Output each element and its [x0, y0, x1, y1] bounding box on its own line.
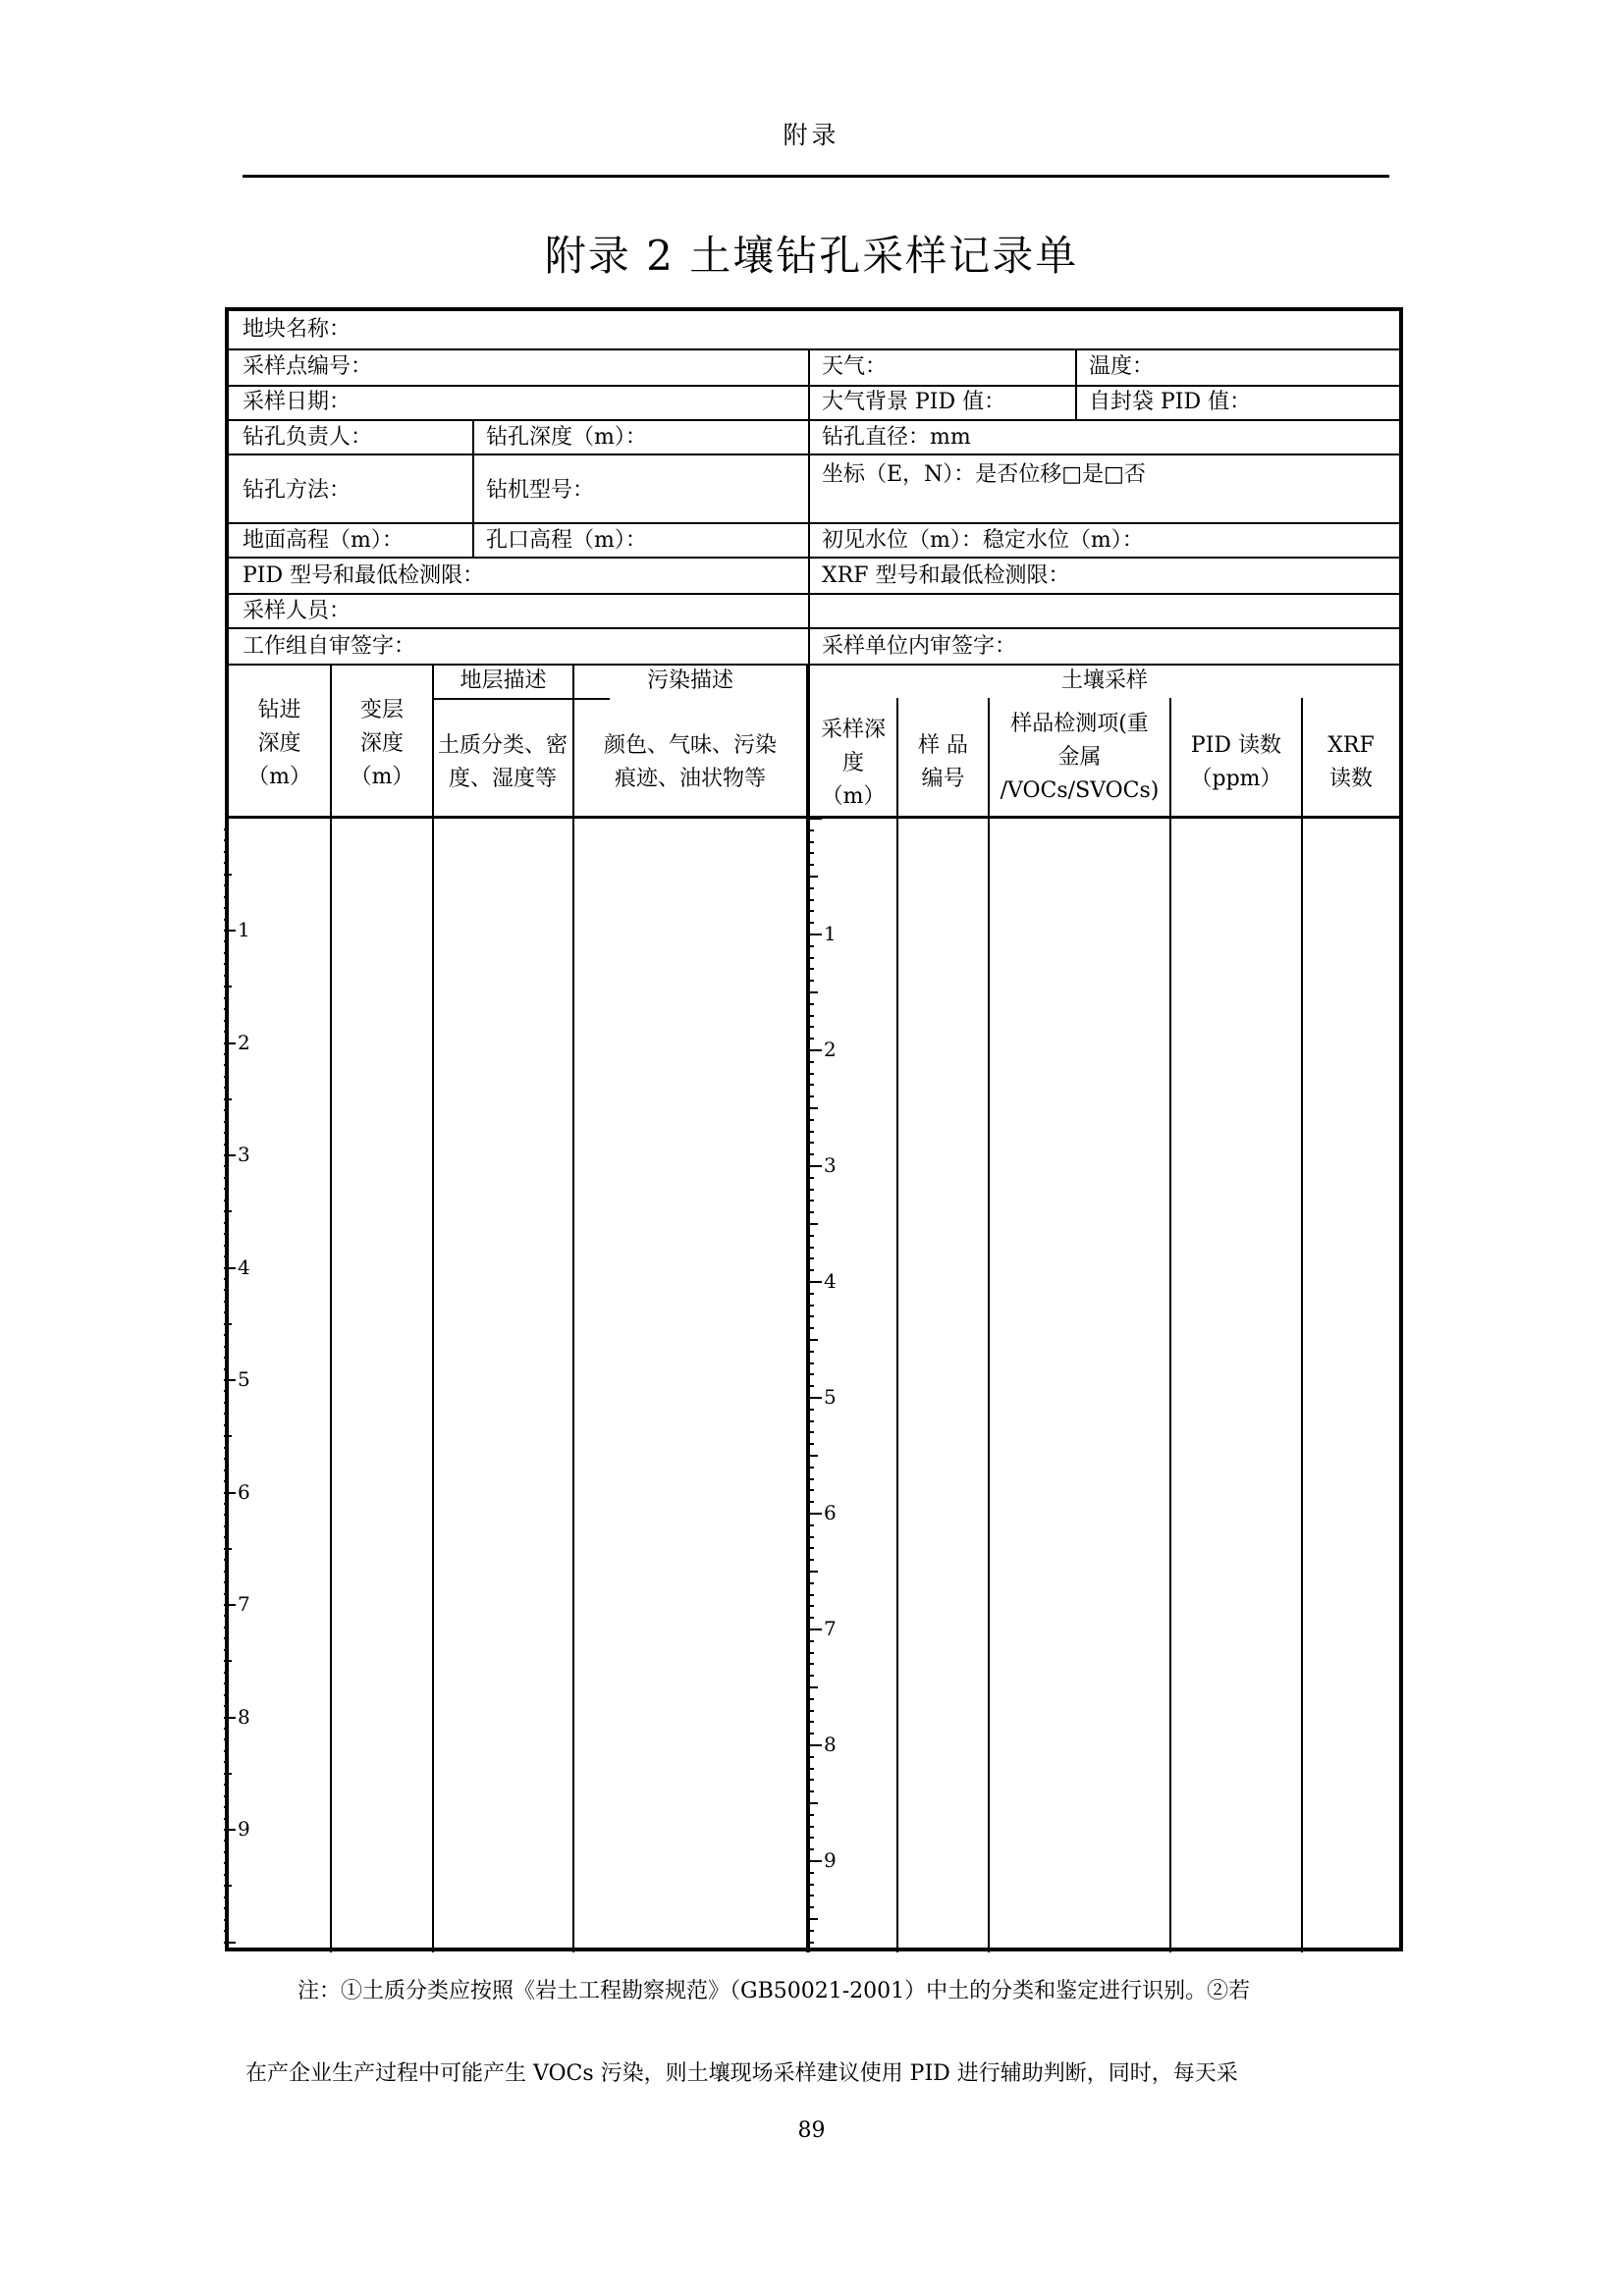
scale-minor-tick [224, 1301, 228, 1303]
scale-minor-tick [224, 1514, 228, 1516]
scale-major-tick [224, 1829, 236, 1831]
scale-minor-tick [224, 963, 228, 965]
scale-minor-tick [224, 1177, 228, 1179]
scale-label: 8 [238, 1704, 250, 1729]
scale-label: 4 [238, 1255, 250, 1279]
scale-minor-tick [224, 1581, 228, 1583]
col-line [472, 419, 474, 557]
scale-minor-tick [224, 1210, 232, 1212]
scale-minor-tick [224, 1469, 228, 1471]
scale-minor-tick [810, 1756, 814, 1758]
scale-minor-tick [224, 1627, 228, 1629]
scale-minor-tick [810, 1698, 814, 1700]
scale-label: 1 [824, 922, 837, 945]
note-line-1: 注：①土质分类应按照《岩土工程勘察规范》（GB50021-2001）中土的分类和鉴定进行识别。②若 [298, 1979, 1251, 2003]
scale-minor-tick [810, 1351, 814, 1353]
scale-label: 3 [824, 1153, 837, 1177]
scale-minor-tick [224, 1132, 228, 1134]
scale-minor-tick [810, 1826, 814, 1828]
scale-minor-tick [810, 1339, 818, 1341]
scale-minor-tick [224, 1840, 228, 1842]
scale-minor-tick [224, 1109, 228, 1111]
scale-minor-tick [224, 1346, 228, 1348]
scale-minor-tick [810, 1814, 814, 1816]
col-header-soil-sampling: 土壤采样 [1060, 668, 1148, 693]
scale-minor-tick [224, 1885, 232, 1887]
col-header-xrf: XRF 读数 [1327, 733, 1375, 791]
scale-minor-tick [224, 884, 228, 886]
pid-model-label: PID 型号和最低检测限： [243, 563, 485, 588]
scale-minor-tick [810, 1061, 814, 1063]
record-form [225, 307, 1403, 1951]
scale-minor-tick [810, 1779, 814, 1781]
scale-minor-tick [810, 1884, 814, 1886]
scale-minor-tick [224, 1503, 228, 1505]
col-line [896, 698, 898, 1952]
scale-minor-tick [224, 1559, 228, 1561]
drill-leader-label: 钻孔负责人： [243, 425, 373, 450]
scale-minor-tick [810, 1594, 814, 1596]
scale-minor-tick [224, 1874, 228, 1876]
scale-minor-tick [810, 1257, 814, 1259]
scale-minor-tick [224, 1728, 228, 1730]
scale-major-tick [224, 1379, 236, 1381]
scale-minor-tick [810, 1119, 814, 1121]
row-line [229, 557, 1399, 559]
row-line [229, 627, 1399, 629]
scale-minor-tick [810, 1038, 814, 1040]
internal-review-label: 采样单位内审签字： [822, 634, 1017, 659]
col-header-strata-sub: 土质分类、密 度、湿度等 [437, 733, 568, 791]
hole-elev-label: 孔口高程（m）： [486, 528, 647, 553]
col-header-strata: 地层描述 [460, 668, 547, 693]
scale-minor-tick [224, 1368, 228, 1370]
scale-minor-tick [224, 1536, 228, 1538]
col-header-sample-depth: 采样深 度 （m） [820, 718, 886, 809]
scale-minor-tick [224, 1064, 228, 1066]
scale-major-tick [810, 1049, 822, 1051]
col-header-pid: PID 读数 （ppm） [1190, 733, 1282, 791]
scale-minor-tick [224, 851, 228, 853]
scale-minor-tick [224, 997, 228, 999]
scale-minor-tick [224, 1098, 232, 1100]
scale-minor-tick [224, 919, 228, 921]
scale-minor-tick [810, 1455, 818, 1457]
scale-minor-tick [810, 968, 814, 970]
bag-pid-label: 自封袋 PID 值： [1089, 390, 1252, 414]
scale-minor-tick [810, 841, 814, 843]
scale-minor-tick [810, 852, 814, 854]
scale-minor-tick [810, 1536, 814, 1538]
scale-major-tick [224, 1154, 236, 1156]
scale-minor-tick [810, 1802, 818, 1804]
sample-date-label: 采样日期： [243, 390, 352, 414]
scale-minor-tick [224, 1390, 228, 1392]
scale-minor-tick [810, 1235, 814, 1237]
scale-minor-tick [224, 1144, 228, 1146]
scale-minor-tick [810, 1003, 814, 1005]
scale-minor-tick [224, 1862, 228, 1864]
temperature-label: 温度： [1089, 354, 1155, 379]
scale-label: 8 [824, 1733, 837, 1756]
scale-minor-tick [810, 1686, 818, 1688]
drill-method-label: 钻孔方法： [243, 478, 352, 503]
scale-minor-tick [810, 1247, 814, 1249]
scale-minor-tick [224, 1738, 228, 1740]
scale-minor-tick [810, 1848, 814, 1850]
scale-minor-tick [224, 896, 228, 898]
col-line [1075, 348, 1077, 419]
air-pid-label: 大气背景 PID 值： [822, 390, 1006, 414]
scale-minor-tick [224, 1357, 228, 1359]
scale-minor-tick [224, 1289, 228, 1291]
row-line [229, 385, 1399, 387]
scale-minor-tick [810, 1084, 814, 1086]
scale-minor-tick [810, 1327, 814, 1329]
scale-major-tick [810, 1629, 822, 1630]
col-header-drill-depth: 钻进 深度 （m） [247, 698, 311, 789]
scale-minor-tick [224, 1694, 228, 1696]
col-header-sample-no: 样 品 编号 [918, 733, 968, 791]
self-review-label: 工作组自审签字： [243, 634, 416, 659]
scale-minor-tick [224, 1402, 228, 1404]
scale-minor-tick [224, 1818, 228, 1820]
scale-minor-tick [810, 1942, 814, 1944]
scale-minor-tick [810, 1906, 814, 1908]
scale-minor-tick [810, 1582, 814, 1584]
scale-minor-tick [810, 1547, 814, 1549]
scale-minor-tick [224, 1930, 228, 1932]
scale-minor-tick [224, 1773, 232, 1775]
col-line [988, 698, 990, 1952]
scale-minor-tick [810, 1467, 814, 1468]
scale-minor-tick [224, 1806, 228, 1808]
scale-minor-tick [224, 1615, 228, 1617]
scale-minor-tick [224, 1705, 228, 1707]
page-title: 附录 2 土壤钻孔采样记录单 [544, 232, 1079, 280]
scale-minor-tick [224, 1637, 228, 1639]
scale-minor-tick [810, 1675, 814, 1677]
scale-minor-tick [810, 922, 814, 924]
col-line [808, 348, 810, 664]
scale-minor-tick [224, 839, 228, 841]
scale-minor-tick [224, 1165, 228, 1167]
scale-minor-tick [810, 1652, 814, 1654]
scale-minor-tick [810, 1223, 818, 1225]
scale-major-tick [224, 1267, 236, 1269]
scale-minor-tick [224, 1008, 228, 1010]
scale-minor-tick [224, 1188, 228, 1190]
scale-minor-tick [224, 1784, 228, 1786]
scale-minor-tick [810, 1305, 814, 1307]
scale-minor-tick [810, 1211, 814, 1213]
scale-minor-tick [810, 1478, 814, 1480]
scale-minor-tick [810, 1837, 814, 1839]
scale-minor-tick [224, 975, 228, 977]
row-line [229, 593, 1399, 595]
scale-minor-tick [810, 991, 818, 993]
depth-scale-right [810, 818, 837, 1952]
scale-minor-tick [224, 1480, 228, 1482]
scale-minor-tick [224, 1278, 228, 1280]
sampler-label: 采样人员： [243, 599, 352, 623]
land-name-label: 地块名称： [243, 317, 352, 342]
weather-label: 天气： [822, 354, 888, 379]
drill-diameter-label: 钻孔直径：mm [822, 425, 971, 450]
scale-minor-tick [810, 1420, 814, 1422]
scale-minor-tick [224, 1255, 228, 1257]
sample-point-no-label: 采样点编号： [243, 354, 373, 379]
scale-minor-tick [810, 1153, 814, 1155]
scale-label: 2 [238, 1030, 250, 1054]
scale-minor-tick [810, 1131, 814, 1133]
scale-minor-tick [810, 1895, 814, 1896]
scale-minor-tick [810, 1605, 814, 1607]
scale-minor-tick [810, 1026, 814, 1028]
scale-minor-tick [810, 1189, 814, 1191]
col-line [572, 664, 574, 1952]
scale-minor-tick [224, 986, 232, 988]
scale-minor-tick [810, 1501, 814, 1503]
scale-minor-tick [810, 1443, 814, 1445]
scale-minor-tick [810, 1073, 814, 1075]
scale-minor-tick [810, 1930, 814, 1932]
col-line [1301, 698, 1303, 1952]
scale-label: 2 [824, 1038, 837, 1061]
scale-label: 5 [238, 1367, 250, 1391]
scale-minor-tick [224, 940, 228, 942]
scale-minor-tick [810, 1431, 814, 1433]
scale-minor-tick [224, 1571, 228, 1573]
scale-label: 6 [238, 1479, 250, 1504]
col-header-layer-depth: 变层 深度 （m） [350, 698, 414, 789]
scale-major-tick [810, 1165, 822, 1167]
scale-minor-tick [810, 1768, 814, 1770]
scale-minor-tick [810, 910, 814, 912]
scale-major-tick [224, 1604, 236, 1606]
scale-minor-tick [810, 1315, 814, 1317]
scale-minor-tick [224, 1750, 228, 1752]
scale-minor-tick [224, 1222, 228, 1224]
subheader-line [432, 698, 610, 700]
col-line [1169, 698, 1171, 1952]
scale-minor-tick [810, 1095, 814, 1097]
scale-minor-tick [224, 1424, 228, 1426]
scale-minor-tick [224, 1087, 228, 1089]
scale-major-tick [810, 1513, 822, 1515]
scale-label: 6 [824, 1501, 837, 1524]
scale-minor-tick [810, 1489, 814, 1491]
scale-minor-tick [810, 829, 814, 831]
note-line-2: 在产企业生产过程中可能产生 VOCs 污染，则土壤现场采样建议使用 PID 进行辅助判断，同时，每天采 [245, 2061, 1238, 2086]
col-header-pollution-sub: 颜色、气味、污染 痕迹、油状物等 [603, 733, 777, 791]
water-level-label: 初见水位（m）：稳定水位（m）： [822, 528, 1144, 553]
scale-label: 7 [238, 1592, 250, 1616]
scale-minor-tick [224, 1076, 228, 1078]
scale-minor-tick [810, 1733, 814, 1735]
scale-minor-tick [224, 1896, 228, 1898]
row-line [229, 348, 1399, 350]
scale-minor-tick [810, 1385, 814, 1387]
col-header-test-items: 样品检测项(重 金属 /VOCs/SVOCs) [1000, 712, 1160, 803]
col-header-pollution: 污染描述 [646, 668, 733, 693]
scale-minor-tick [810, 1409, 814, 1411]
scale-minor-tick [810, 1362, 814, 1364]
scale-minor-tick [224, 1334, 228, 1336]
scale-minor-tick [810, 945, 814, 947]
scale-minor-tick [810, 1617, 814, 1619]
scale-minor-tick [224, 1660, 232, 1662]
drill-depth-label: 钻孔深度（m）： [486, 425, 647, 450]
scale-minor-tick [810, 1293, 814, 1295]
scale-major-tick [810, 1860, 822, 1862]
scale-minor-tick [224, 907, 228, 909]
scale-minor-tick [810, 1015, 814, 1017]
depth-scale-left [224, 818, 250, 1952]
scale-minor-tick [224, 1031, 228, 1033]
scale-major-tick [810, 1744, 822, 1746]
scale-minor-tick [224, 1245, 228, 1247]
scale-minor-tick [224, 874, 232, 876]
scale-minor-tick [224, 1593, 228, 1595]
scale-minor-tick [224, 1458, 228, 1460]
scale-minor-tick [224, 1919, 228, 1921]
scale-label: 5 [824, 1385, 837, 1409]
scale-minor-tick [224, 1525, 228, 1527]
scale-minor-tick [224, 1682, 228, 1684]
page-number: 89 [797, 2118, 826, 2143]
scale-minor-tick [224, 1200, 228, 1201]
scale-minor-tick [224, 1795, 228, 1797]
scale-minor-tick [224, 1233, 228, 1235]
scale-minor-tick [810, 957, 814, 959]
scale-minor-tick [810, 876, 818, 878]
scale-minor-tick [810, 1790, 814, 1792]
scale-minor-tick [810, 1200, 814, 1201]
col-line [330, 664, 332, 1952]
row-line [229, 454, 1399, 455]
ground-elev-label: 地面高程（m）： [243, 528, 404, 553]
scale-minor-tick [224, 1672, 228, 1674]
scale-minor-tick [224, 1121, 228, 1123]
scale-minor-tick [224, 1311, 228, 1313]
row-line [229, 419, 1399, 421]
scale-minor-tick [810, 864, 814, 866]
row-line [229, 522, 1399, 524]
scale-minor-tick [810, 1571, 818, 1573]
scale-minor-tick [224, 1323, 232, 1325]
scale-major-tick [810, 1397, 822, 1399]
running-header: 附录 [783, 121, 840, 149]
scale-minor-tick [810, 899, 814, 901]
scale-minor-tick [810, 1142, 814, 1144]
scale-minor-tick [224, 952, 228, 954]
scale-minor-tick [810, 1107, 818, 1109]
scale-major-tick [810, 934, 822, 935]
scale-minor-tick [224, 1907, 228, 1909]
scale-minor-tick [810, 1269, 814, 1271]
scale-label: 3 [238, 1143, 250, 1166]
scale-minor-tick [224, 1761, 228, 1763]
scale-minor-tick [810, 1524, 814, 1526]
coordinates-label: 坐标（E，N）：是否位移□是□否 [822, 462, 1146, 487]
scale-minor-tick [224, 1548, 232, 1550]
scale-minor-tick [810, 1177, 814, 1179]
scale-minor-tick [810, 1559, 814, 1561]
scale-minor-tick [224, 1053, 228, 1055]
scale-label: 7 [824, 1617, 837, 1640]
scale-major-tick [810, 1281, 822, 1283]
scale-minor-tick [224, 828, 228, 830]
scale-minor-tick [224, 1649, 228, 1651]
scale-minor-tick [810, 1872, 814, 1874]
scale-label: 9 [824, 1848, 837, 1872]
scale-minor-tick [224, 1851, 228, 1853]
scale-minor-tick [224, 1413, 228, 1415]
xrf-model-label: XRF 型号和最低检测限： [822, 563, 1070, 588]
scale-label: 9 [238, 1817, 250, 1841]
scale-major-tick [224, 930, 236, 932]
scale-minor-tick [810, 1918, 818, 1920]
scale-minor-tick [224, 862, 228, 864]
scale-minor-tick [810, 1663, 814, 1665]
scale-minor-tick [810, 1710, 814, 1712]
scale-major-tick [224, 1942, 236, 1944]
drill-model-label: 钻机型号： [486, 478, 595, 503]
scale-minor-tick [810, 1373, 814, 1375]
scale-major-tick [810, 818, 822, 820]
scale-minor-tick [224, 1447, 228, 1449]
scale-minor-tick [810, 980, 814, 982]
scale-minor-tick [810, 887, 814, 889]
scale-label: 1 [238, 918, 250, 941]
scale-minor-tick [810, 1721, 814, 1723]
scale-minor-tick [224, 1435, 232, 1437]
header-rule [243, 175, 1389, 178]
scale-major-tick [224, 1492, 236, 1494]
scale-major-tick [224, 1717, 236, 1719]
scale-minor-tick [810, 1640, 814, 1642]
col-line [432, 664, 434, 1952]
scale-major-tick [224, 1042, 236, 1044]
scale-minor-tick [224, 1020, 228, 1022]
scale-label: 4 [824, 1269, 837, 1293]
